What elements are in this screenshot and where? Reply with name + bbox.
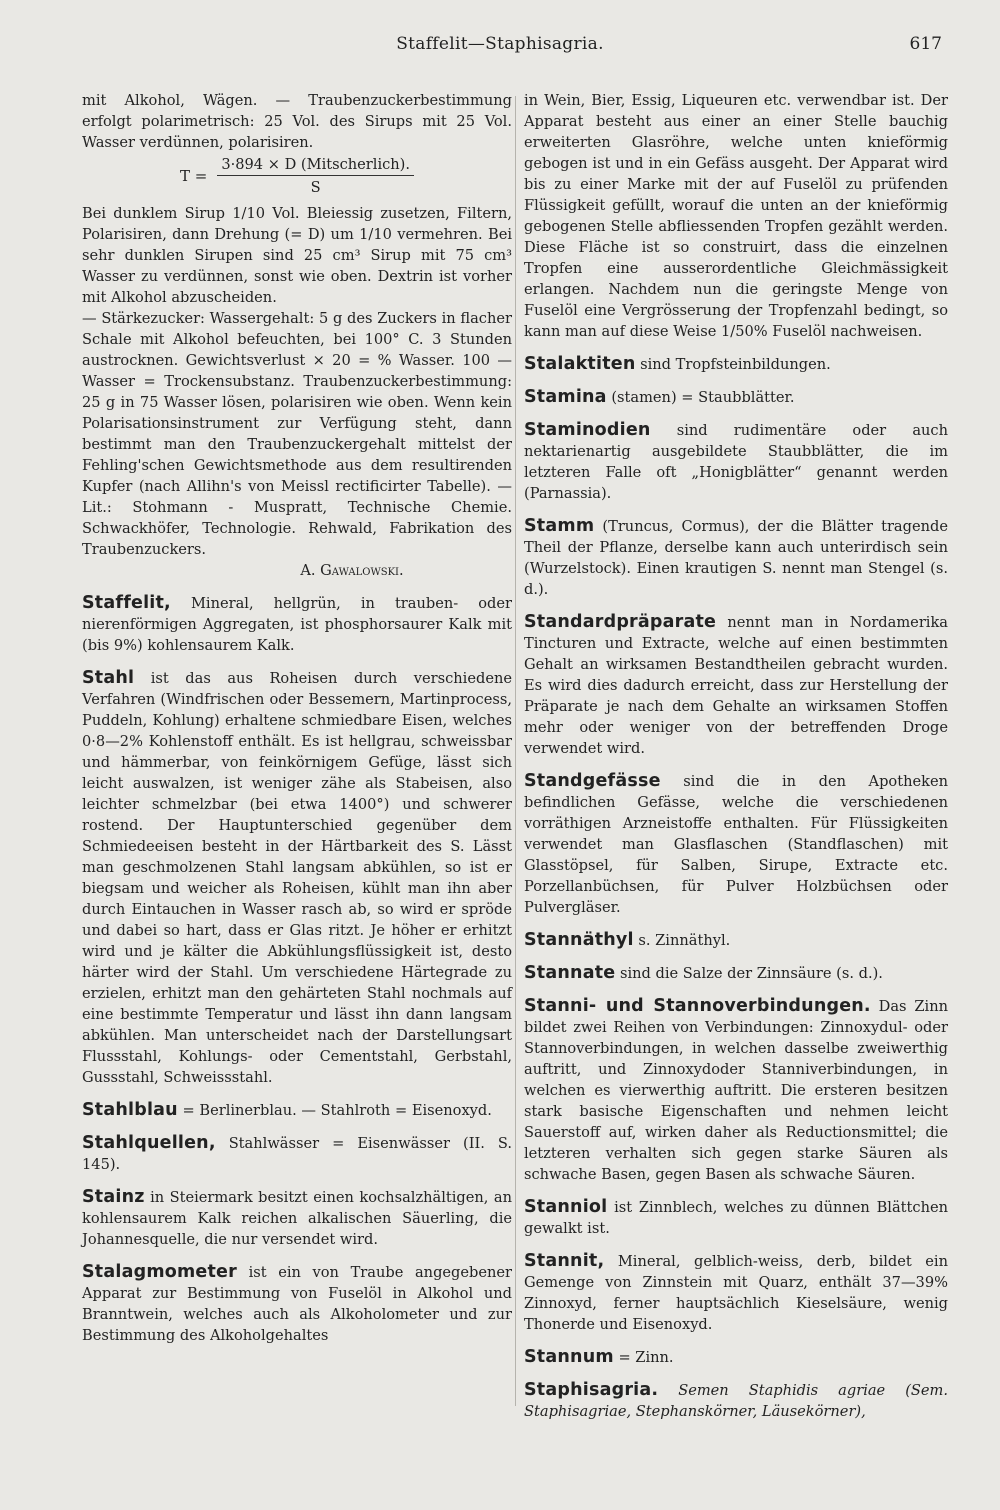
entry-text: ist das aus Roheisen durch verschiedene Verfahren (Windfrischen oder Bessemern, Martinprocess, Puddeln, Kohlung) erhaltene schmiedbare Eisen, welches 0·8—2% Kohlenstoff enthält. Es ist hellgrau, schweissbar und hämmerbar, von feinkörnigem Gefüge, lässt sich leicht auswalzen, ist weniger zähe als Stabeisen, also leichter schmelzbar (bei etwa 1400°) und schwerer rostend. Der Hauptunterschied gegenüber dem Schmiedeeisen besteht in der Härtbarkeit des S. Lässt man geschmolzenen Stahl langsam abkühlen, so ist er biegsam und weicher als Roheisen, kühlt man ihn aber durch Eintauchen in Wasser rasch ab, so wird er spröde und dabei so hart, dass er Glas ritzt. Je höher er erhitzt wird und je kälter die Abkühlungsflüssigkeit ist, desto härter wird der Stahl. Um verschiedene Härtegrade zu erzielen, erhitzt man den gehärteten Stahl nochmals auf eine bestimmte Temperatur und lässt ihn dann langsam abkühlen. Man unterscheidet nach der Darstellungsart Flussstahl, Kohlungs- oder Cementstahl, Gerbstahl, Gussstahl, Schweissstahl. bbox=[82, 670, 512, 1086]
entry-text: sind die Salze der Zinnsäure (s. d.). bbox=[619, 965, 883, 982]
entry-stanniol bbox=[524, 1197, 948, 1239]
headword: Staphisagria. bbox=[524, 1380, 659, 1400]
entry-stalagmometer bbox=[82, 1262, 512, 1346]
entry-stamina bbox=[524, 387, 948, 408]
entry-stanniverbindungen bbox=[524, 996, 948, 1185]
entry-text: ist ein von Traube angegebener Apparat zur Bestimmung von Fuselöl in Alkohol und Branntwein, welches auch als Alkoholometer und zur Bestimmung des Alkoholgehaltes bbox=[82, 1264, 513, 1344]
headword: Stalagmometer bbox=[82, 1262, 237, 1282]
entry-text: Mineral, hellgrün, in trauben- oder nierenförmigen Aggregaten, ist phosphorsaurer Kalk mit (bis 9%) kohlensaurem Kalk. bbox=[82, 595, 512, 654]
entry-text: = Zinn. bbox=[618, 1349, 674, 1366]
entry-standgefaesse bbox=[524, 771, 948, 918]
entry-stahlblau bbox=[82, 1100, 512, 1121]
headword: Stanniol bbox=[524, 1197, 608, 1217]
entry-stannit bbox=[524, 1251, 948, 1335]
entry-text: s. Zinnäthyl. bbox=[638, 932, 731, 949]
continued-text: — Stärkezucker: Wassergehalt: 5 g des Zuckers in flacher Schale mit Alkohol befeuchten, bei 100° C. 3 Stunden austrocknen. Gewichtsverlust × 20 = % Wasser. 100 — Wasser = Trockensubstanz. Traubenzuckerbestimmung: 25 g in 75 Wasser lösen, polarisiren wie oben. Wenn kein Polarisationsinstrument zur Verfügung steht, dann bestimmt man den Traubenzuckergehalt mittelst der Fehling'schen Gewichtsmethode aus dem resultirenden Kupfer (nach Allihn's von Meissl rectificirter Tabelle). — Lit.: Stohmann - Muspratt, Technische Chemie. Schwackhöfer, Technologie. Rehwald, Fabrikation des Traubenzuckers. bbox=[82, 310, 512, 558]
entry-text: sind die in den Apotheken befindlichen Gefässe, welche die verschiedenen vorräthigen Arzneistoffe enthalten. Für Flüssigkeiten verwendet man Glasflaschen (Standflaschen) mit Glasstöpsel, für Salben, Sirupe, Extracte etc. Porzellanbüchsen, für Pulver Holzbüchsen oder Pulvergläser. bbox=[524, 773, 948, 916]
headword: Stamm bbox=[524, 516, 595, 536]
entry-text: ist Zinnblech, welches zu dünnen Blättchen gewalkt ist. bbox=[524, 1199, 949, 1237]
entry-text: = Berlinerblau. — Stahlroth = Eisenoxyd. bbox=[182, 1102, 492, 1119]
headword: Stahl bbox=[82, 668, 135, 688]
entry-text: Mineral, gelblich-weiss, derb, bildet ein Gemenge von Zinnstein mit Quarz, enthält 37—39% Zinnoxyd, ferner hauptsächlich Kieselsäure, wenig Thonerde und Eisenoxyd. bbox=[524, 1253, 948, 1333]
entry-stamm bbox=[524, 516, 948, 600]
entry-stainz bbox=[82, 1187, 512, 1250]
headword: Staffelit, bbox=[82, 593, 171, 613]
headword: Stannum bbox=[524, 1347, 614, 1367]
entry-stahl bbox=[82, 668, 512, 1088]
entry-stannate bbox=[524, 963, 948, 984]
entry-standardpraeparate bbox=[524, 612, 948, 759]
left-entries bbox=[82, 593, 512, 1346]
entry-text: sind Tropfsteinbildungen. bbox=[640, 356, 831, 373]
author-signature: A. Gawalowski. bbox=[300, 562, 404, 579]
entry-text: Stahlwässer = Eisenwässer (II. S. 145). bbox=[82, 1135, 512, 1173]
headword: Stahlquellen, bbox=[82, 1133, 216, 1153]
entry-staphisagria bbox=[524, 1380, 948, 1422]
headword: Stainz bbox=[82, 1187, 145, 1207]
page-number: 617 bbox=[909, 34, 942, 54]
formula-numerator: 3·894 × D (Mitscherlich). bbox=[217, 155, 414, 176]
entry-text: in Steiermark besitzt einen kochsalzhältigen, an kohlensaurem Kalk reichen alkalischen Säuerling, die Johannesquelle, die nur versendet wird. bbox=[82, 1189, 512, 1248]
entry-stannaethyl bbox=[524, 930, 948, 951]
running-title: Staffelit—Staphisagria. bbox=[396, 34, 604, 54]
formula-denominator: S bbox=[310, 179, 321, 196]
right-column bbox=[524, 90, 948, 1422]
headword: Staminodien bbox=[524, 420, 651, 440]
column-divider bbox=[515, 96, 516, 1406]
entry-text: Das Zinn bildet zwei Reihen von Verbindungen: Zinnoxydul- oder Stannoverbindungen, in welchen dasselbe zweiwerthig auftritt, und Zinnoxydoder Stanniverbindungen, in welchen es vierwerthig auftritt. Die ersteren besitzen stark basische Eigenschaften und nehmen leicht Sauerstoff auf, wirken daher als Reductionsmittel; die letzteren verhalten sich gegen starke Säuren als schwache Basen, gegen Basen als schwache Säuren. bbox=[524, 998, 948, 1183]
continued-text: in Wein, Bier, Essig, Liqueuren etc. verwendbar ist. Der Apparat besteht aus einer an einer Stelle bauchig erweiterten Glasröhre, welche unten knieförmig gebogen ist und in ein Gefäss ausgeht. Der Apparat wird bis zu einer Marke mit der auf Fuselöl zu prüfenden Flüssigkeit gefüllt, worauf die unten an der knieförmig gebogenen Stelle abfliessenden Tropfen gezählt werden. Diese Fläche ist so construirt, dass die einzelnen Tropfen eine ausserordentliche Gleichmässigkeit erlangen. Nachdem nun die geringste Menge von Fuselöl eine Vergrösserung der Tropfenzahl bedingt, so kann man auf diese Weise 1/50% Fuselöl nachweisen. bbox=[524, 92, 948, 340]
entry-text: sind rudimentäre oder auch nektarienartig ausgebildete Staubblätter, die im letzteren Falle oft „Honigblätter“ genannt werden (Parnassia). bbox=[524, 422, 949, 502]
entry-text: Semen Staphidis agriae (Sem. Staphisagriae, Stephanskörner, Läusekörner), bbox=[524, 1382, 948, 1420]
headword: Stannäthyl bbox=[524, 930, 634, 950]
headword: Stahlblau bbox=[82, 1100, 178, 1120]
entry-text: (stamen) = Staubblätter. bbox=[611, 389, 795, 406]
entry-stannum bbox=[524, 1347, 948, 1368]
headword: Stalaktiten bbox=[524, 354, 636, 374]
entry-staffelit bbox=[82, 593, 512, 656]
headword: Stamina bbox=[524, 387, 607, 407]
entry-stalaktiten bbox=[524, 354, 948, 375]
entry-text: (Truncus, Cormus), der die Blätter tragende Theil der Pflanze, derselbe kann auch unterirdisch sein (Wurzelstock). Einen krautigen S. nennt man Stengel (s. d.). bbox=[524, 518, 948, 598]
headword: Standgefässe bbox=[524, 771, 661, 791]
left-column bbox=[82, 90, 512, 1346]
formula bbox=[82, 155, 512, 197]
headword: Stannate bbox=[524, 963, 616, 983]
continued-text: Bei dunklem Sirup 1/10 Vol. Bleiessig zusetzen, Filtern, Polarisiren, dann Drehung (= D) um 1/10 vermehren. Bei sehr dunklen Sirupen sind 25 cm³ Sirup mit 75 cm³ Wasser zu verdünnen, sonst wie oben. Dextrin ist vorher mit Alkohol abzuscheiden. bbox=[82, 205, 512, 306]
continued-text: mit Alkohol, Wägen. — Traubenzuckerbestimmung erfolgt polarimetrisch: 25 Vol. des Sirups mit 25 Vol. Wasser verdünnen, polarisiren. bbox=[82, 92, 512, 151]
entry-staminodien bbox=[524, 420, 948, 504]
formula-lhs: T = bbox=[179, 166, 208, 185]
headword: Stanni- und Stannoverbindungen. bbox=[524, 996, 871, 1016]
headword: Standardpräparate bbox=[524, 612, 717, 632]
entry-text: nennt man in Nordamerika Tincturen und Extracte, welche auf einen bestimmten Gehalt an wirksamen Bestandtheilen gebracht wurden. Es wird dies dadurch erreicht, dass zur Herstellung der Präparate je nach dem Gehalte an wirksamen Stoffen mehr oder weniger von der betreffenden Droge verwendet wird. bbox=[524, 614, 949, 757]
entry-stahlquellen bbox=[82, 1133, 512, 1175]
headword: Stannit, bbox=[524, 1251, 605, 1271]
